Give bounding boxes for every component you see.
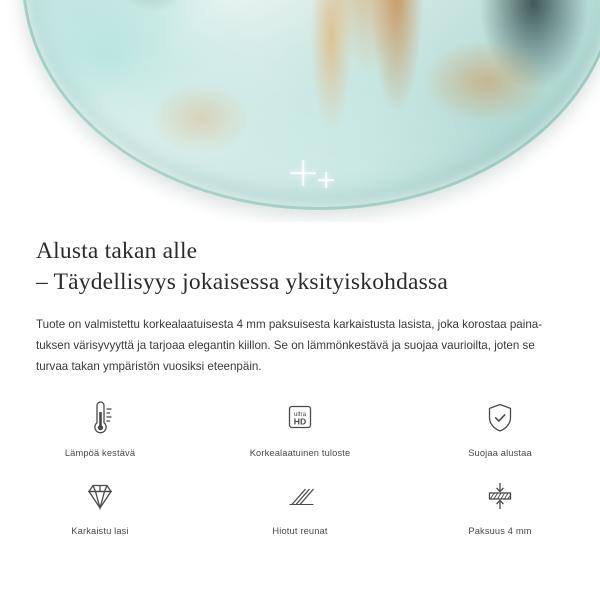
text-content [0,222,600,377]
feature-tempered-glass [0,470,200,548]
headline-line-1: Alusta takan alle [36,238,198,264]
feature-label: Korkealaatuinen tuloste [249,448,351,458]
feature-label: Paksuus 4 mm [468,526,532,536]
feature-label: Karkaistu lasi [71,526,129,536]
diamond-icon [83,476,117,518]
body-line-1: Tuote on valmistettu korkealaatuisesta 4 mm paksuisesta karkaistusta lasista, joka korostaa paina- [36,318,543,331]
svg-text:HD: HD [293,416,307,427]
thickness-arrows-icon [483,476,517,518]
feature-thickness [400,470,600,548]
ultra-hd-icon [283,398,317,440]
page-title [0,222,600,298]
headline-line-2: – Täydellisyys jokaisessa yksityiskohdassa [36,269,449,295]
feature-grid [0,392,600,548]
feature-heat-resistant [0,392,200,470]
feature-label: Hiotut reunat [272,526,328,536]
feature-surface-protection [400,392,600,470]
feature-label: Lämpöä kestävä [64,448,136,458]
hero-image [0,0,600,222]
glass-plate-product-image [22,0,600,210]
svg-text:ultra: ultra [293,411,307,419]
feature-label: Suojaa alustaa [468,448,532,458]
thermometer-icon [83,398,117,440]
polished-edges-icon [283,476,317,518]
shield-check-icon [483,398,517,440]
feature-polished-edges [200,470,400,548]
body-paragraph [0,298,600,377]
feature-print-quality [200,392,400,470]
body-line-3: turvaa takan ympäristön vuosiksi eteenpäin. [36,360,262,373]
body-line-2: tuksen värisyvyyttä ja tarjoaa elegantin kiillon. Se on lämmönkestävä ja suojaa vaurioilta, joten se [36,339,535,352]
